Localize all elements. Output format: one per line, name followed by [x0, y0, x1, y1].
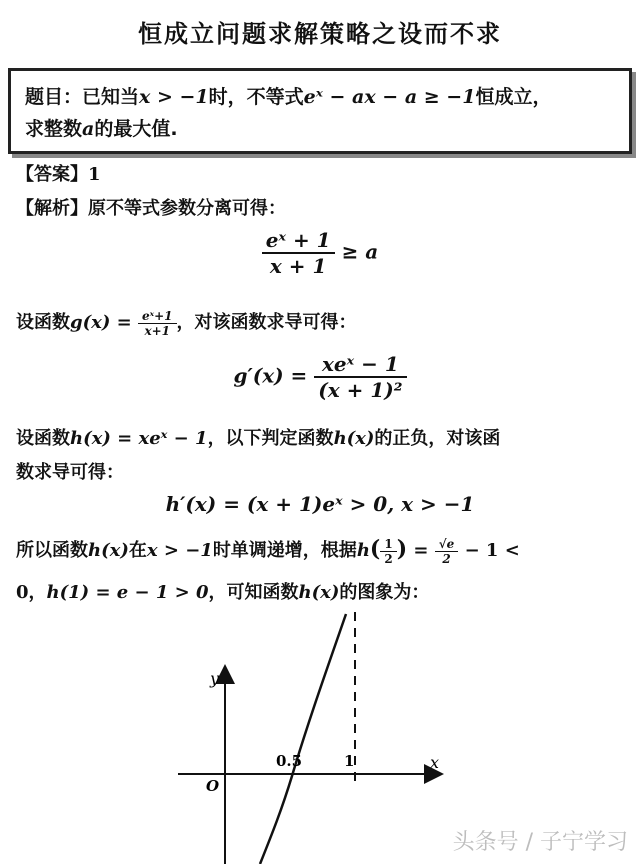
fraction-numerator: √e	[435, 537, 459, 552]
text: 时单调递增，根据	[212, 540, 357, 561]
equation-3	[0, 492, 640, 516]
function-h: h	[356, 540, 370, 561]
analysis-line-5: 所以函数h(x)在x > −1时单调递增，根据h( $\frac{1}{2}$ ) = $\frac{√e}{2}$ − 1 <	[16, 536, 520, 566]
problem-condition: x > −1	[139, 86, 209, 108]
fraction-denominator: 2	[442, 551, 451, 566]
fraction-numerator: eˣ + 1	[262, 228, 335, 254]
fraction	[314, 352, 406, 402]
text: 的正负，对该函	[374, 428, 501, 449]
problem-text: 的最大值.	[94, 118, 178, 140]
inline-fraction	[380, 537, 396, 566]
equation-2	[0, 352, 640, 402]
problem-text: 恒成立，	[475, 86, 552, 108]
x-axis-label: x	[430, 753, 440, 772]
function-g: g(x) =	[70, 312, 132, 333]
origin-label: O	[206, 777, 220, 795]
analysis-line-3	[16, 424, 500, 450]
problem-label: 题目：	[25, 86, 83, 108]
equation-lhs: g′(x) =	[233, 363, 308, 388]
condition: x > −1	[146, 540, 213, 561]
equation-1	[0, 228, 640, 278]
inequality-tail: − 1 <	[464, 540, 520, 561]
fraction-numerator: 1	[380, 537, 396, 552]
page-title: 恒成立问题求解策略之设而不求	[138, 20, 502, 48]
equals-sign: =	[413, 540, 429, 561]
answer-label: 【答案】	[16, 164, 88, 185]
analysis-line	[16, 194, 286, 220]
tick-label-0-5: 0.5	[276, 752, 303, 770]
answer-value: 1	[88, 164, 101, 185]
tick-label-1: 1	[344, 752, 355, 770]
problem-text: 求整数	[25, 118, 83, 140]
fraction-denominator: x+1	[144, 323, 171, 338]
fraction	[262, 228, 335, 278]
problem-line-1	[25, 81, 615, 113]
equation-rhs: ≥ a	[341, 239, 379, 264]
text: ，可知函数	[208, 582, 299, 603]
watermark: 头条号 / 子宁学习	[452, 830, 628, 855]
text: 在	[128, 540, 147, 561]
analysis-intro: 原不等式参数分离可得：	[88, 198, 286, 219]
analysis-line-2	[16, 308, 357, 338]
derivative-equation: h′(x) = (x + 1)eˣ > 0, x > −1	[165, 492, 475, 516]
fraction-denominator: (x + 1)²	[318, 378, 403, 402]
fraction-numerator: eˣ+1	[138, 309, 177, 324]
fraction-denominator: 2	[384, 551, 393, 566]
problem-line-2	[25, 113, 615, 145]
inline-fraction	[435, 537, 459, 566]
fraction-numerator: xeˣ − 1	[314, 352, 406, 378]
text: 的图象为：	[339, 582, 430, 603]
text: 0，	[16, 582, 47, 603]
fraction-denominator: x + 1	[269, 254, 327, 278]
curve-h	[260, 614, 346, 864]
problem-text: 时，不等式	[208, 86, 304, 108]
analysis-label: 【解析】	[16, 198, 88, 219]
text: ，以下判定函数	[207, 428, 334, 449]
function-h: h(x)	[333, 428, 375, 449]
problem-inequality: eˣ − ax − a ≥ −1	[303, 86, 476, 108]
analysis-line-6	[16, 578, 429, 604]
function-h: h(x) = xeˣ − 1	[70, 428, 208, 449]
inline-fraction	[138, 309, 177, 338]
problem-box	[8, 68, 632, 154]
text: 所以函数	[16, 540, 88, 561]
y-axis-label: y	[210, 669, 220, 688]
analysis-line-4: 数求导可得：	[16, 462, 124, 483]
text: 设函数	[16, 428, 70, 449]
problem-variable: a	[82, 118, 95, 140]
function-graph	[160, 604, 460, 864]
problem-text: 已知当	[82, 86, 140, 108]
function-h: h(x)	[88, 540, 129, 561]
answer-line	[16, 160, 101, 186]
function-value: h(1) = e − 1 > 0	[46, 582, 209, 603]
text: ，对该函数求导可得：	[176, 312, 357, 333]
text: 设函数	[16, 312, 70, 333]
function-h: h(x)	[298, 582, 340, 603]
